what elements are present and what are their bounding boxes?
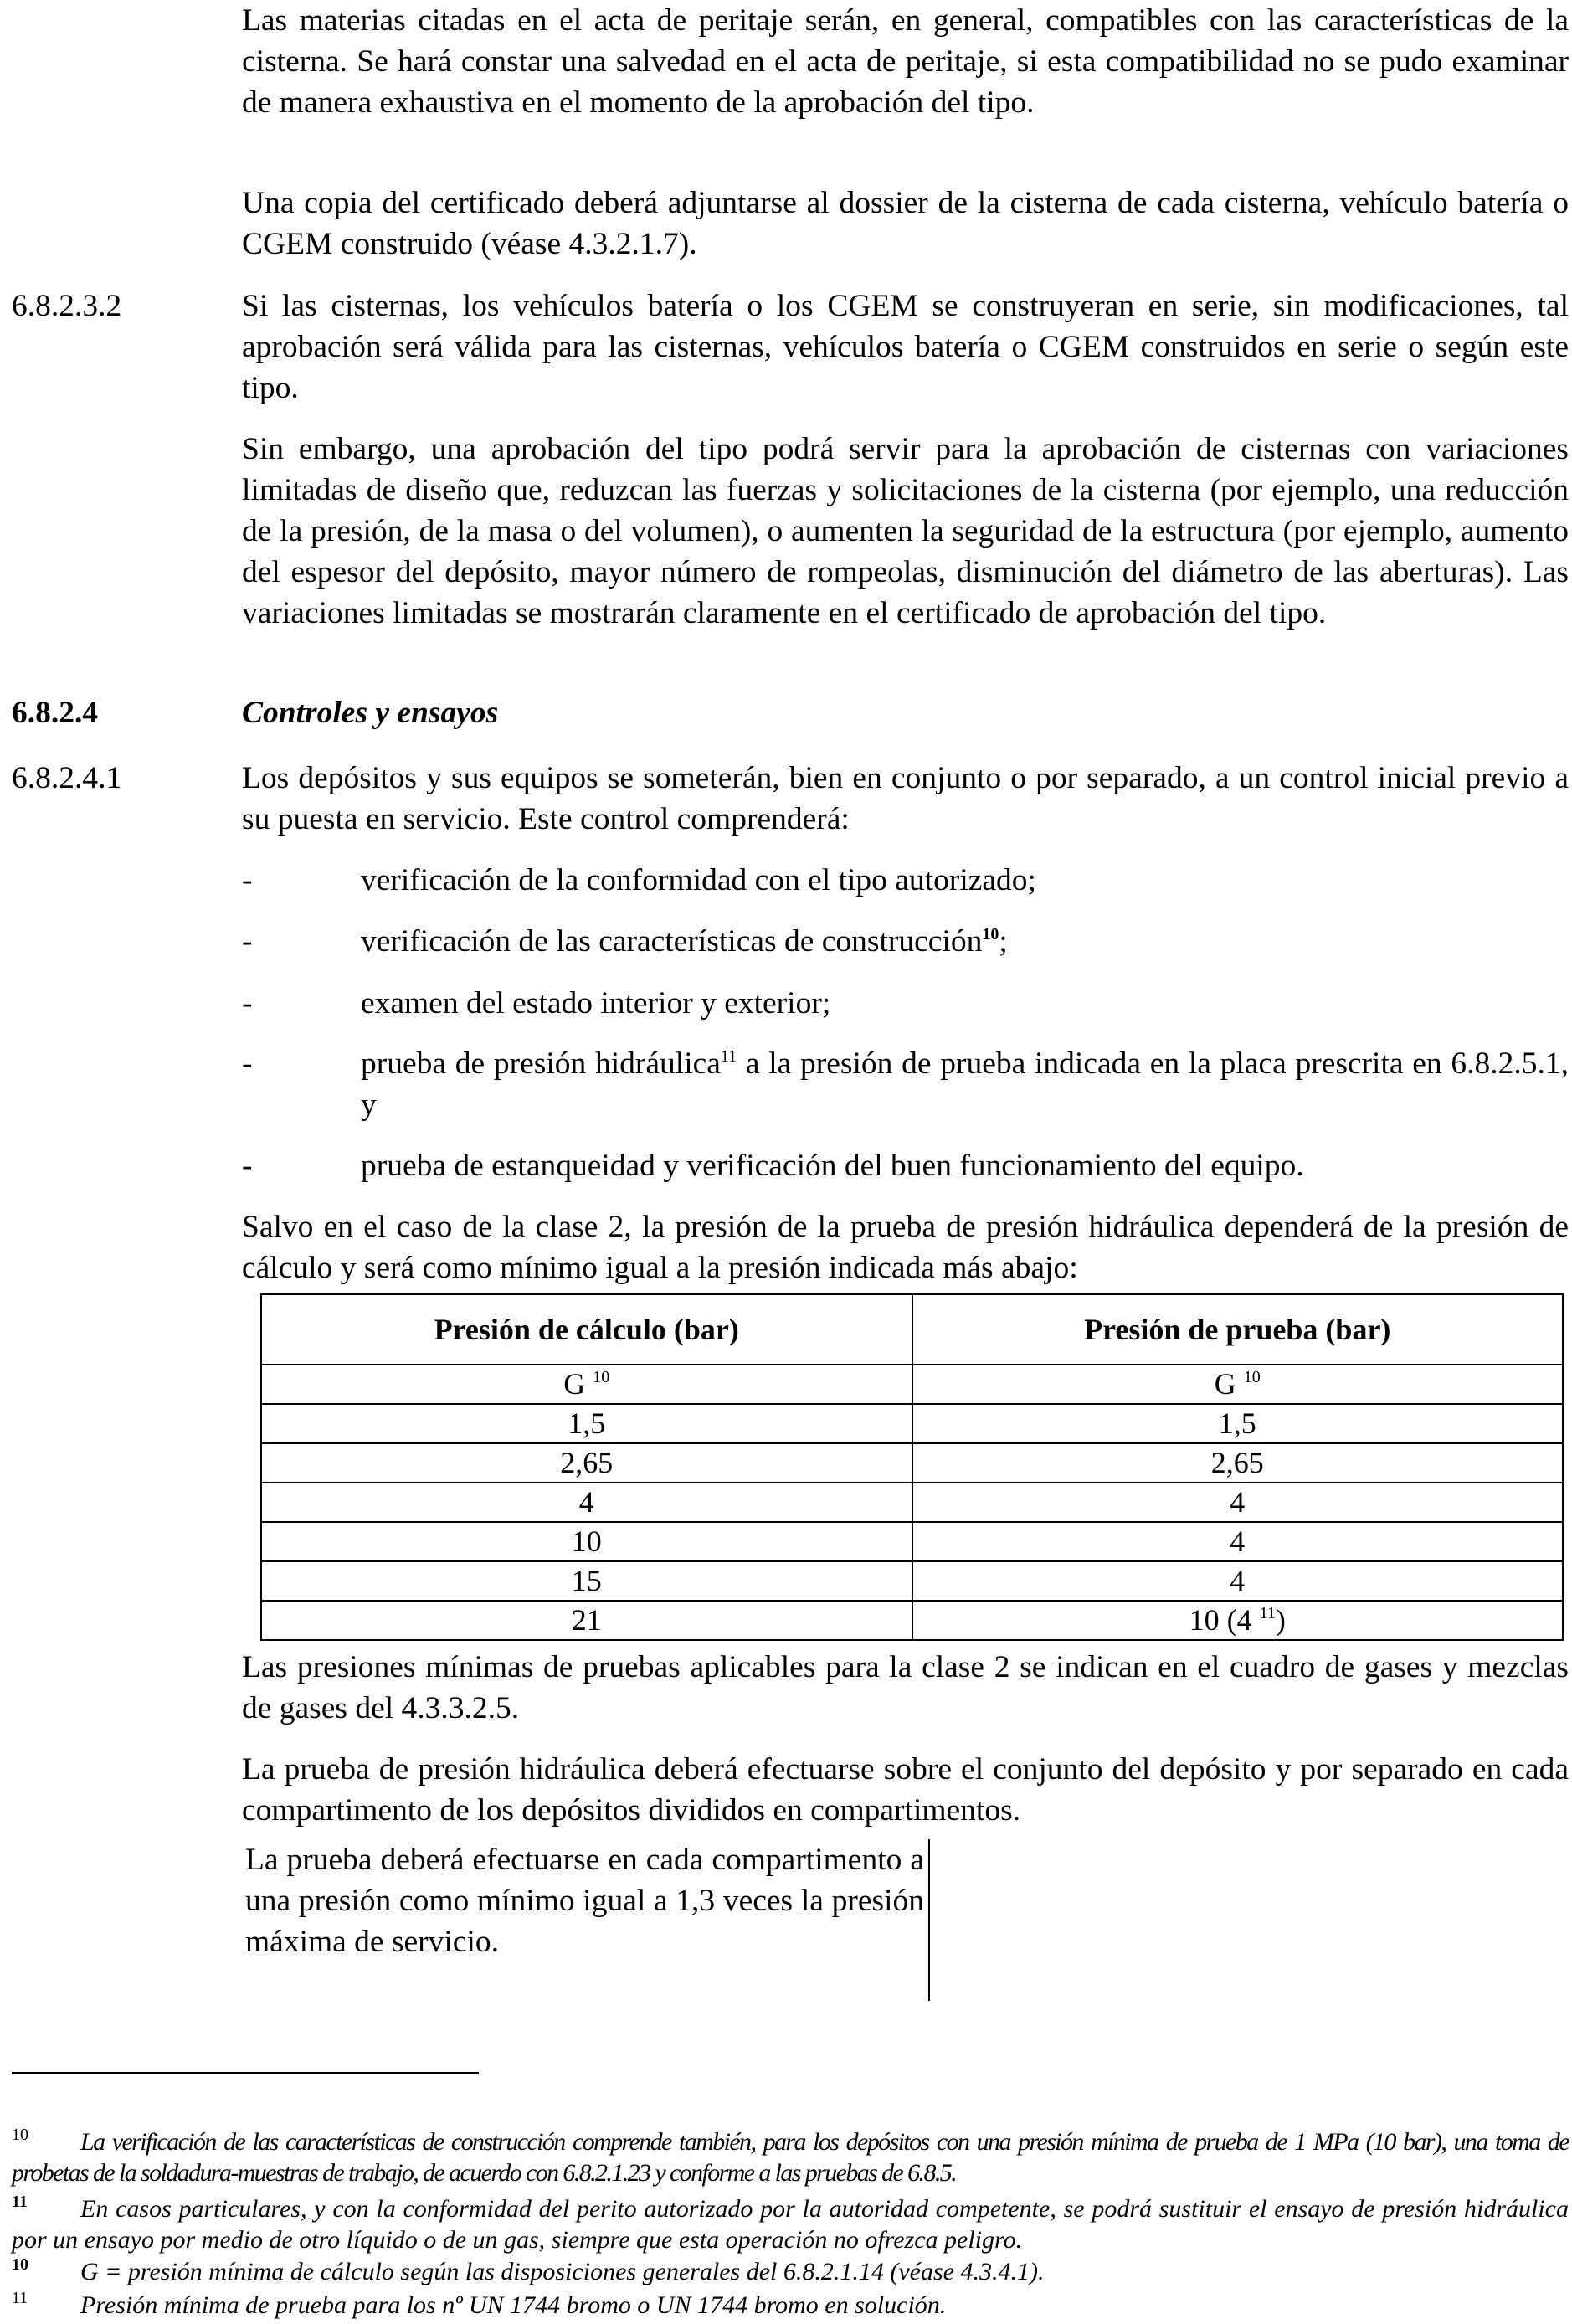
table-header-row bbox=[261, 1294, 1563, 1365]
table-row bbox=[261, 1483, 1563, 1522]
table-header-test-pressure: Presión de prueba (bar) bbox=[912, 1294, 1564, 1365]
paragraph-compartment-test: La prueba de presión hidráulica deberá efectuarse sobre el conjunto del depósito y por separado en cada compartimento de los depósitos divididos en compartimentos. bbox=[242, 1752, 1569, 1828]
section-number-6-8-2-3-2: 6.8.2.3.2 bbox=[12, 289, 122, 323]
table-cell: 1,5 bbox=[261, 1404, 912, 1443]
table-cell: 4 bbox=[912, 1483, 1564, 1522]
footnote-separator bbox=[12, 2072, 479, 2074]
bullet-item-leak-test: prueba de estanqueidad y verificación del buen funcionamiento del equipo. bbox=[361, 1149, 1304, 1183]
table-row bbox=[261, 1561, 1563, 1601]
bullet-item-hydraulic-test: prueba de presión hidráulica$^{11}$ a la presión de prueba indicada en la placa prescrita en 6.8.2.5.1, y bbox=[361, 1046, 1569, 1122]
table-cell: 2,65 bbox=[261, 1443, 912, 1483]
footnote-10-construction: La verificación de las características de construcción comprende también, para los depósitos con una presión mínima de prueba de 1 MPa (10 bar), una toma de probetas de la soldadura-muestras de trabajo, de acuerdo con 6.8.2.1.23 y conforme a las pruebas de 6.8.5. bbox=[12, 2128, 1569, 2187]
table-cell: 4 bbox=[261, 1483, 912, 1522]
table-cell: 15 bbox=[261, 1561, 912, 1601]
footnote-mark: 11 bbox=[12, 2193, 28, 2211]
paragraph-materials-compatibility: Las materias citadas en el acta de peritaje serán, en general, compatibles con las características de la cisterna. Se hará constar una salvedad en el acta de peritaje, si esta compatibilidad no se pudo examinar de manera exhaustiva en el momento de la aprobación del tipo. bbox=[242, 3, 1569, 120]
table-cell: 4 bbox=[912, 1522, 1564, 1561]
table-cell: G $^{10}$ bbox=[912, 1365, 1564, 1404]
table-cell: 4 bbox=[912, 1561, 1564, 1601]
table-cell: 10 (4 $^{11}$) bbox=[912, 1601, 1564, 1640]
bullet-dash: - bbox=[242, 1149, 253, 1183]
paragraph-limited-variations: Sin embargo, una aprobación del tipo podrá servir para la aprobación de cisternas con variaciones limitadas de diseño que, reduzcan las fuerzas y solicitaciones de la cisterna (por ejemplo, una reducción de la presión, de la masa o del volumen), o aumenten la seguridad de la estructura (por ejemplo, aumento del espesor del depósito, mayor número de rompeolas, disminución del diámetro de las aberturas). Las variaciones limitadas se mostrarán claramente en el certificado de aprobación del tipo. bbox=[242, 432, 1569, 630]
paragraph-certificate-copy: Una copia del certificado deberá adjuntarse al dossier de la cisterna de cada cisterna, vehículo batería o CGEM construido (véase 4.3.2.1.7). bbox=[242, 186, 1569, 261]
table-cell: 2,65 bbox=[912, 1443, 1564, 1483]
table-row bbox=[261, 1522, 1563, 1561]
bullet-dash: - bbox=[242, 986, 253, 1021]
paragraph-class2-pressures: Las presiones mínimas de pruebas aplicables para la clase 2 se indican en el cuadro de gases y mezclas de gases del 4.3.3.2.5. bbox=[242, 1650, 1569, 1725]
bullet-dash: - bbox=[242, 863, 253, 897]
footnote-10-design-pressure: G = presión mínima de cálculo según las disposiciones generales del 6.8.2.1.14 (véase 4.3.4.1). bbox=[80, 2258, 1045, 2285]
footnote-mark: 11 bbox=[12, 2289, 28, 2307]
pressure-table bbox=[260, 1293, 1564, 1641]
bullet-dash: - bbox=[242, 924, 253, 959]
bullet-item-construction: verificación de las características de construcción$^{10}$; bbox=[361, 924, 1008, 959]
section-number-6-8-2-4-1: 6.8.2.4.1 bbox=[12, 761, 122, 795]
table-row bbox=[261, 1365, 1563, 1404]
table-cell: G $^{10}$ bbox=[261, 1365, 912, 1404]
bullet-dash: - bbox=[242, 1046, 253, 1081]
section-heading: Controles y ensayos bbox=[242, 696, 499, 730]
footnote-11-bromine: Presión mínima de prueba para los nº UN 1744 bromo o UN 1744 bromo en solución. bbox=[80, 2291, 947, 2319]
footnote-ref[interactable]: 10 bbox=[1243, 1368, 1261, 1386]
paragraph-initial-control: Los depósitos y sus equipos se someterán, bien en conjunto o por separado, a un control inicial previo a su puesta en servicio. Este control comprenderá: bbox=[242, 761, 1569, 836]
footnote-ref[interactable]: 10 bbox=[593, 1368, 610, 1386]
footnote-ref[interactable]: 11 bbox=[1259, 1604, 1276, 1622]
table-row bbox=[261, 1443, 1563, 1483]
paragraph-series-construction: Si las cisternas, los vehículos batería o los CGEM se construyeran en serie, sin modificaciones, tal aprobación será válida para las cisternas, vehículos batería o CGEM construidos en serie o según este tipo. bbox=[242, 289, 1569, 405]
bullet-item-inspection: examen del estado interior y exterior; bbox=[361, 986, 831, 1021]
footnote-11-alternative-test: En casos particulares, y con la conformidad del perito autorizado por la autoridad competente, se podrá sustituir el ensayo de presión hidráulica por un ensayo por medio de otro líquido o de un gas, siempre que esta operación no ofrezca peligro. bbox=[12, 2195, 1569, 2254]
footnote-ref[interactable]: 10 bbox=[982, 925, 999, 943]
footnote-ref[interactable]: 11 bbox=[720, 1047, 737, 1066]
footnote-mark: 10 bbox=[12, 2126, 28, 2144]
section-number-6-8-2-4: 6.8.2.4 bbox=[12, 696, 99, 730]
table-row bbox=[261, 1601, 1563, 1640]
paragraph-test-pressure: Salvo en el caso de la clase 2, la presión de la prueba de presión hidráulica dependerá de la presión de cálculo y será como mínimo igual a la presión indicada más abajo: bbox=[242, 1210, 1569, 1285]
table-row bbox=[261, 1404, 1563, 1443]
footnote-mark: 10 bbox=[12, 2255, 28, 2274]
table-cell: 10 bbox=[261, 1522, 912, 1561]
table-cell: 21 bbox=[261, 1601, 912, 1640]
table-header-design-pressure: Presión de cálculo (bar) bbox=[261, 1294, 912, 1365]
table-cell: 1,5 bbox=[912, 1404, 1564, 1443]
bullet-item-type-conformity: verificación de la conformidad con el tipo autorizado; bbox=[361, 863, 1036, 897]
boxed-paragraph-compartment-pressure: La prueba deberá efectuarse en cada compartimento a una presión como mínimo igual a 1,3 veces la presión máxima de servicio. bbox=[245, 1839, 930, 2001]
